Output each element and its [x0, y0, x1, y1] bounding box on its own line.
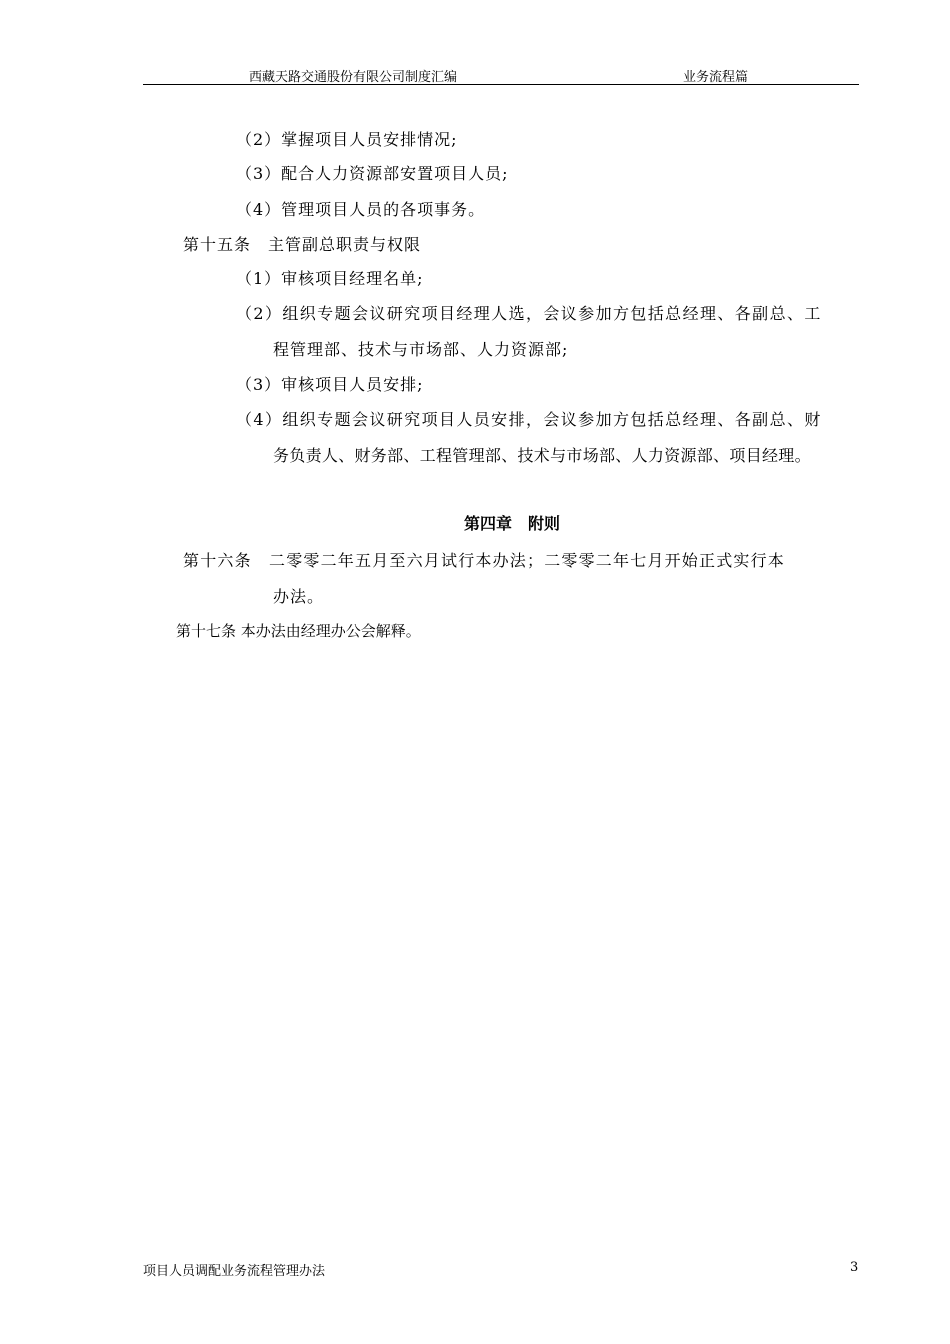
article-16: 第十六条 二零零二年五月至六月试行本办法；二零零二年七月开始正式实行本 [183, 551, 786, 570]
list-item: （2）掌握项目人员安排情况; [236, 130, 458, 149]
header-company-name: 西藏天路交通股份有限公司制度汇编 [249, 70, 458, 85]
footer-document-title: 项目人员调配业务流程管理办法 [143, 1264, 326, 1279]
article-15-title: 第十五条 主管副总职责与权限 [183, 235, 422, 254]
list-item: （4）管理项目人员的各项事务。 [236, 200, 486, 219]
header-section-name: 业务流程篇 [683, 70, 749, 85]
page-header [143, 62, 859, 85]
list-item: （4）组织专题会议研究项目人员安排，会议参加方包括总经理、各副总、财 [236, 410, 822, 429]
list-item-continuation: 务负责人、财务部、工程管理部、技术与市场部、人力资源部、项目经理。 [273, 446, 811, 465]
list-item: （1）审核项目经理名单; [236, 269, 424, 288]
list-item: （3）配合人力资源部安置项目人员; [236, 164, 509, 183]
article-17: 第十七条 本办法由经理办公会解释。 [176, 622, 421, 640]
chapter-4-heading: 第四章 附则 [464, 514, 561, 533]
list-item: （3）审核项目人员安排; [236, 375, 424, 394]
footer-page-number: 3 [850, 1260, 859, 1275]
list-item-continuation: 程管理部、技术与市场部、人力资源部; [273, 340, 569, 359]
article-16-continuation: 办法。 [273, 587, 325, 606]
list-item: （2）组织专题会议研究项目经理人选，会议参加方包括总经理、各副总、工 [236, 304, 822, 323]
